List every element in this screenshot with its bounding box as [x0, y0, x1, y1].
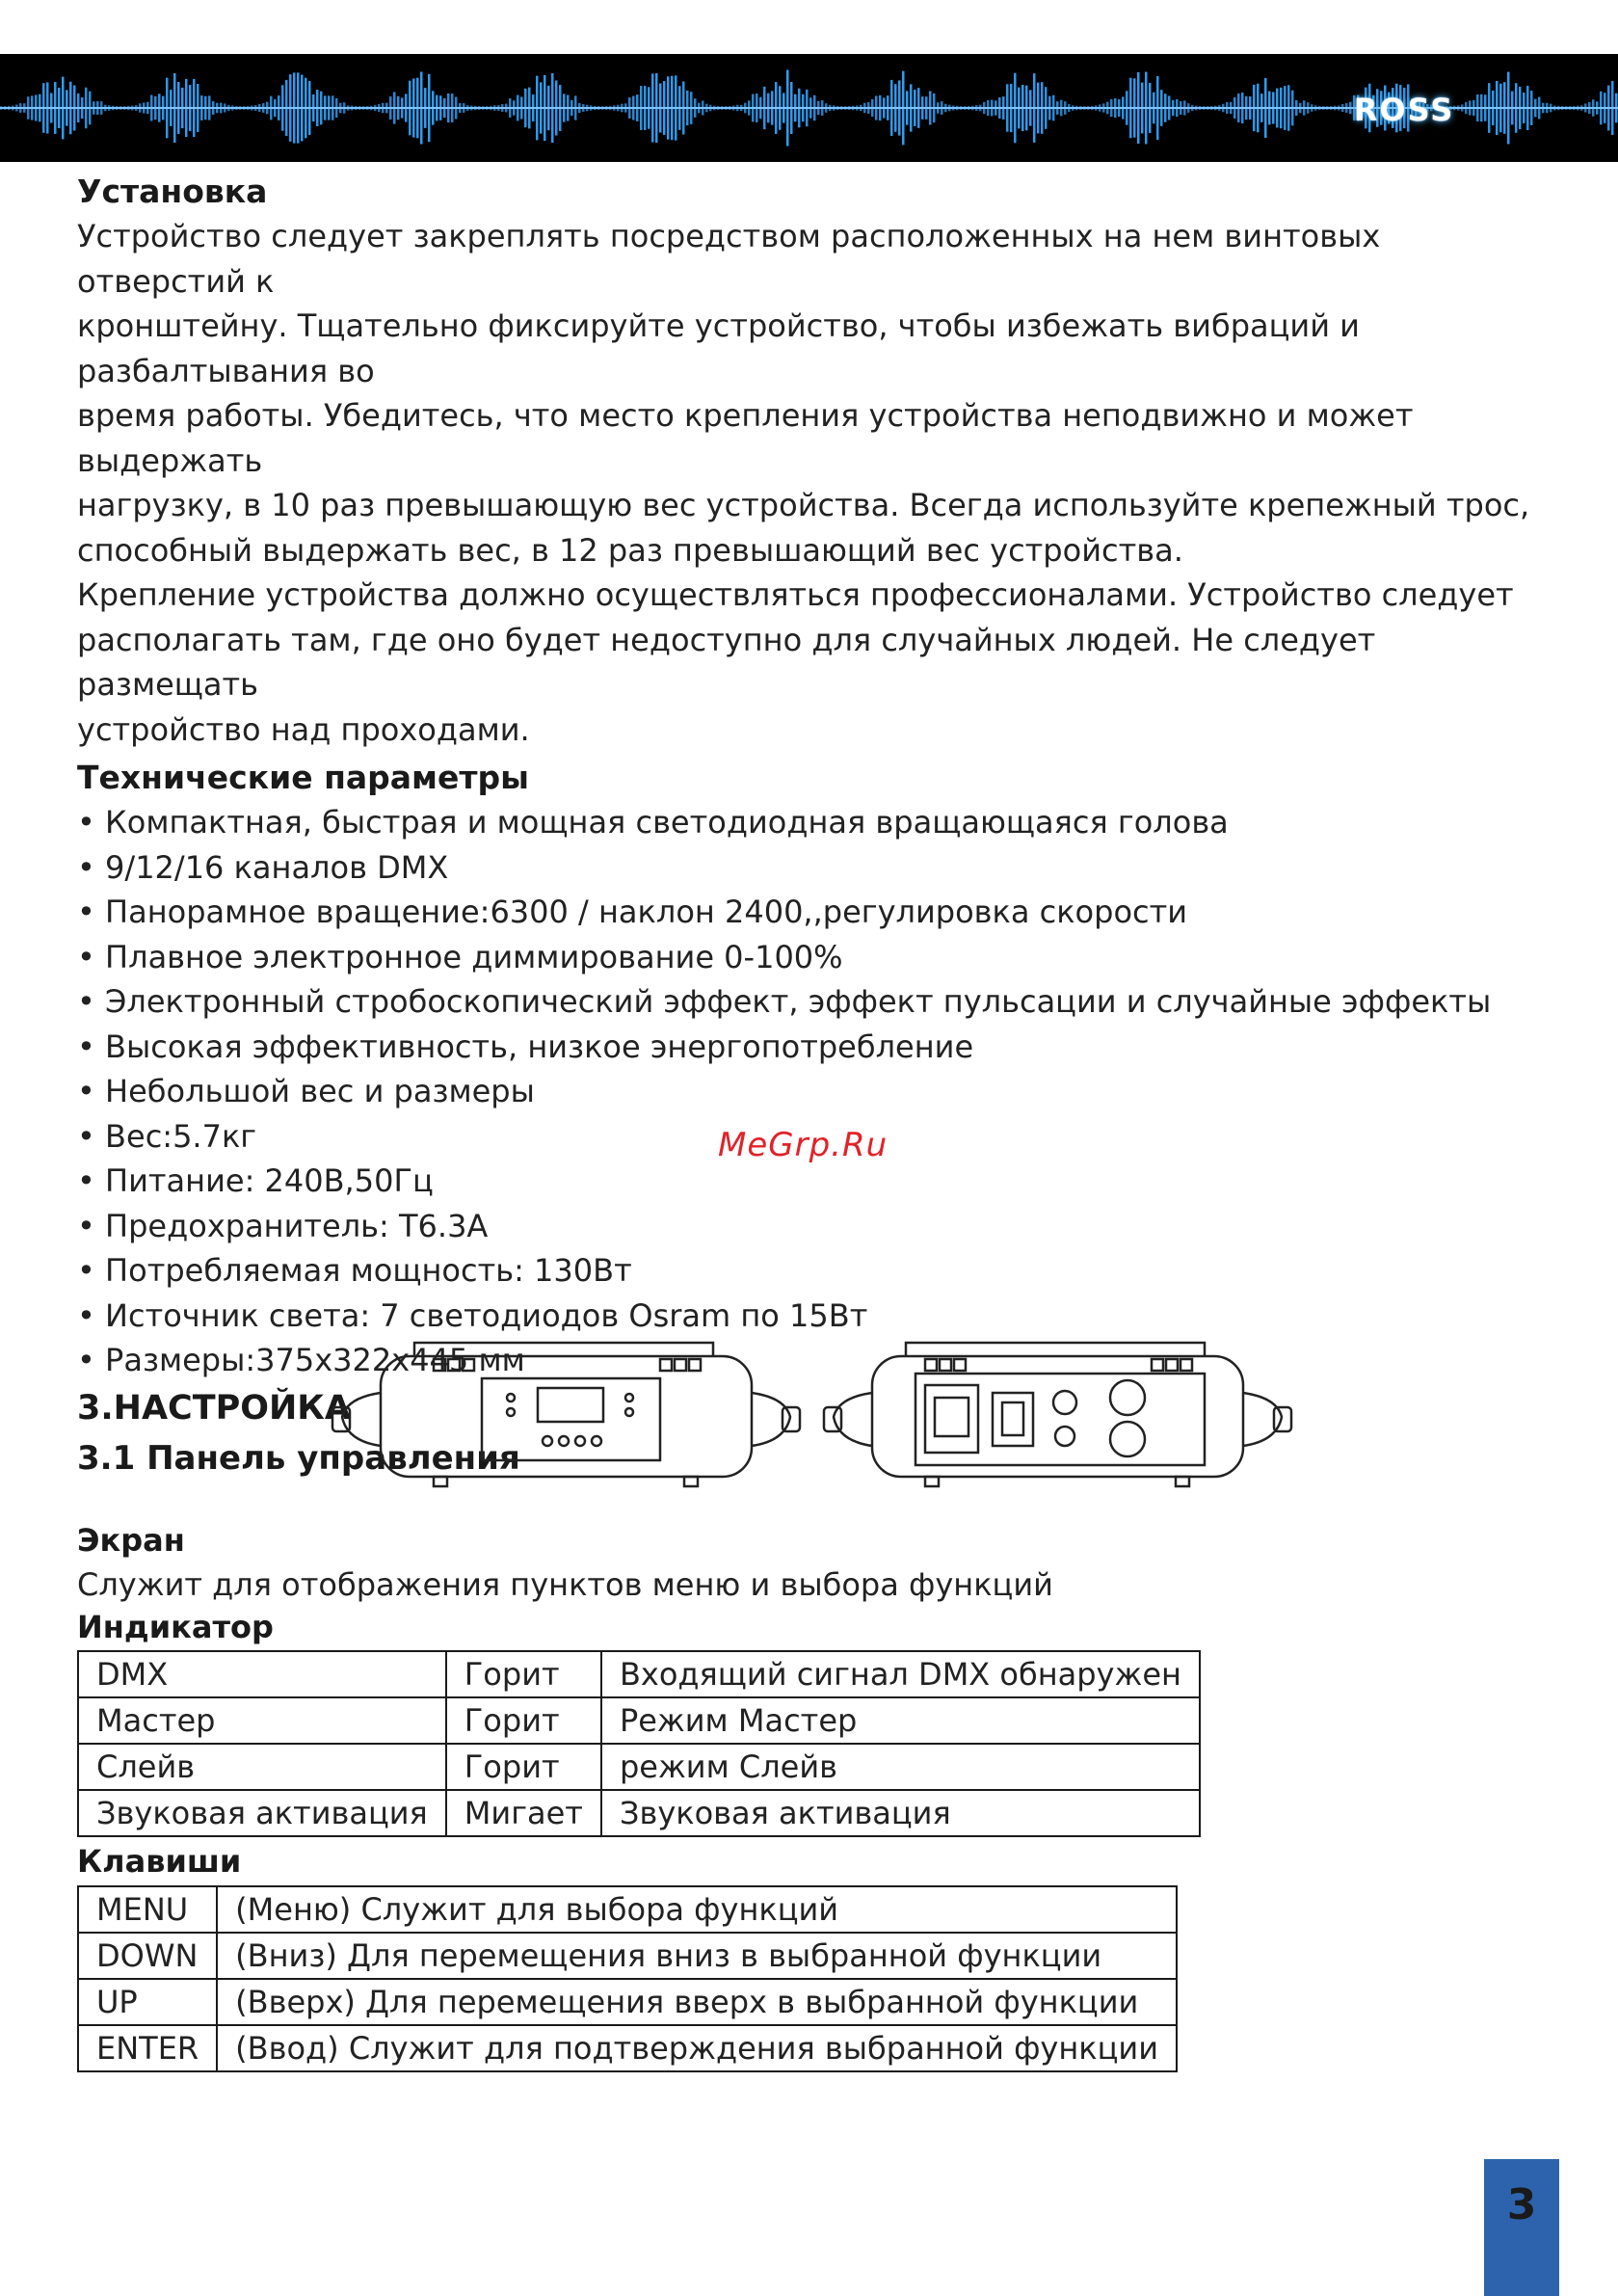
- table-cell: DMX: [78, 1651, 446, 1697]
- table-row: [78, 1651, 1200, 1697]
- spec-item: • Вес:5.7кг: [77, 1114, 1542, 1160]
- install-heading: Установка: [77, 173, 268, 210]
- device-front-view: [332, 1343, 800, 1486]
- install-line: способный выдержать вес, в 12 раз превышающий вес устройства.: [77, 531, 1183, 569]
- controls-section: [77, 1518, 1542, 2072]
- install-line: располагать там, где оно будет недоступно для случайных людей. Не следует размещать: [77, 621, 1376, 703]
- device-rear-view: [824, 1343, 1291, 1486]
- table-cell: (Ввод) Служит для подтверждения выбранной функции: [217, 2025, 1177, 2071]
- table-cell: Звуковая активация: [601, 1790, 1200, 1836]
- table-cell: Горит: [446, 1744, 601, 1790]
- spec-item: • 9/12/16 каналов DMX: [77, 845, 1542, 891]
- install-text: [77, 214, 1542, 752]
- keys-table: [77, 1885, 1178, 2072]
- watermark: MeGrp.Ru: [718, 1126, 889, 1164]
- table-row: [78, 1979, 1177, 2025]
- screen-heading: Экран: [77, 1522, 185, 1559]
- table-cell: Режим Мастер: [601, 1697, 1200, 1744]
- spec-item: • Плавное электронное диммирование 0-100%: [77, 935, 1542, 980]
- page-number: 3: [1484, 2159, 1559, 2296]
- table-cell: ENTER: [78, 2025, 217, 2071]
- table-row: [78, 1697, 1200, 1744]
- install-line: кронштейну. Тщательно фиксируйте устройство, чтобы избежать вибраций и разбалтывания во: [77, 307, 1360, 389]
- install-line: Устройство следует закреплять посредством расположенных на нем винтовых отверстий к: [77, 218, 1381, 300]
- table-row: [78, 1886, 1177, 1933]
- specs-heading: Технические параметры: [77, 759, 529, 796]
- table-cell: MENU: [78, 1886, 217, 1933]
- install-line: устройство над проходами.: [77, 710, 530, 748]
- table-cell: Горит: [446, 1697, 601, 1744]
- table-row: [78, 2025, 1177, 2071]
- table-cell: Звуковая активация: [78, 1790, 446, 1836]
- table-cell: UP: [78, 1979, 217, 2025]
- table-cell: (Вверх) Для перемещения вверх в выбранной функции: [217, 1979, 1177, 2025]
- table-cell: Мастер: [78, 1697, 446, 1744]
- table-cell: (Вниз) Для перемещения вниз в выбранной функции: [217, 1933, 1177, 1979]
- brand-logo: ROSS: [1353, 92, 1455, 128]
- spec-item: • Потребляемая мощность: 130Вт: [77, 1248, 1542, 1294]
- table-cell: Мигает: [446, 1790, 601, 1836]
- spec-item: • Высокая эффективность, низкое энергопотребление: [77, 1025, 1542, 1070]
- control-panel-illustration: [328, 1325, 1301, 1518]
- spec-item: • Источник света: 7 светодиодов Osram по 15Вт: [77, 1294, 1542, 1339]
- install-line: Крепление устройства должно осуществляться профессионалами. Устройство следует: [77, 576, 1514, 613]
- table-cell: (Меню) Служит для выбора функций: [217, 1886, 1177, 1933]
- table-row: [78, 1790, 1200, 1836]
- table-cell: Слейв: [78, 1744, 446, 1790]
- table-row: [78, 1933, 1177, 1979]
- table-cell: Входящий сигнал DMX обнаружен: [601, 1651, 1200, 1697]
- table-cell: DOWN: [78, 1933, 217, 1979]
- page-content: [77, 170, 1542, 1483]
- install-line: нагрузку, в 10 раз превышающую вес устройства. Всегда используйте крепежный трос,: [77, 487, 1530, 523]
- spec-item: • Компактная, быстрая и мощная светодиодная вращающаяся голова: [77, 800, 1542, 845]
- spec-item: • Размеры:375х322х445 мм: [77, 1338, 1542, 1383]
- table-cell: режим Слейв: [601, 1744, 1200, 1790]
- screen-text: Служит для отображения пунктов меню и выбора функций: [77, 1566, 1053, 1603]
- spec-item: • Электронный стробоскопический эффект, эффект пульсации и случайные эффекты: [77, 979, 1542, 1025]
- specs-list: [77, 800, 1542, 1383]
- table-row: [78, 1744, 1200, 1790]
- spec-item: • Небольшой вес и размеры: [77, 1069, 1542, 1114]
- spec-item: • Предохранитель: Т6.3А: [77, 1204, 1542, 1249]
- table-cell: Горит: [446, 1651, 601, 1697]
- indicator-table: [77, 1650, 1201, 1837]
- control-panel-heading: 3.1 Панель управления: [77, 1438, 520, 1478]
- indicator-heading: Индикатор: [77, 1608, 274, 1645]
- keys-heading: Клавиши: [77, 1842, 242, 1880]
- install-line: время работы. Убедитесь, что место крепления устройства неподвижно и может выдержать: [77, 397, 1414, 479]
- spec-item: • Питание: 240В,50Гц: [77, 1159, 1542, 1204]
- setup-heading: 3.НАСТРОЙКА: [77, 1388, 351, 1428]
- spec-item: • Панорамное вращение:6300 / наклон 2400,,регулировка скорости: [77, 890, 1542, 935]
